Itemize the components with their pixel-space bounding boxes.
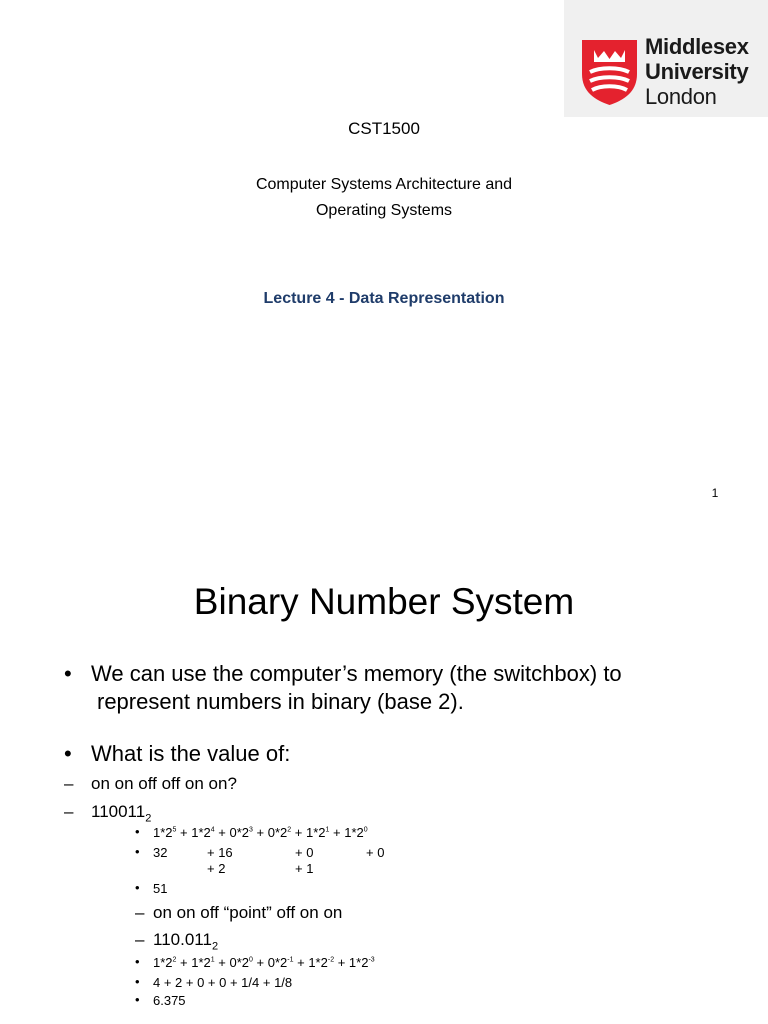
bullet-marker: •	[64, 741, 72, 766]
bullet-marker: •	[135, 824, 140, 839]
calc-term: 1*2	[153, 825, 173, 840]
course-title-line-1: Computer Systems Architecture and	[255, 176, 513, 193]
exponent: 3	[249, 826, 253, 834]
calc-2-term-1: 32	[153, 845, 168, 860]
bullet-2: What is the value of:	[91, 741, 291, 766]
course-code: CST1500	[348, 119, 420, 138]
course-title	[0, 172, 768, 224]
bullet-marker: •	[135, 844, 140, 859]
bullet-1-line-1: We can use the computer’s memory (the switchbox) to	[91, 661, 622, 686]
calc-term: + 0*2	[252, 955, 288, 970]
calc-term: + 0*2	[252, 825, 288, 840]
sub-item-3: on on off “point” off on on	[153, 903, 343, 922]
exponent: 1	[325, 826, 330, 834]
exponent: 2	[172, 956, 177, 964]
base-subscript: 2	[211, 940, 219, 953]
calc-term: + 0*2	[214, 955, 250, 970]
calc-line-3: 51	[153, 881, 168, 896]
dash-marker: –	[64, 802, 74, 821]
logo-line-3: London	[645, 84, 717, 109]
calc-term: 1*2	[153, 955, 173, 970]
binary-fraction-value: 110.011	[153, 930, 212, 949]
shield-logo-icon	[580, 34, 639, 106]
calc-term: + 1*2	[176, 955, 211, 970]
bullet-marker: •	[64, 661, 72, 686]
calc-2-term-6: + 1	[295, 861, 314, 876]
base-subscript: 2	[145, 812, 152, 825]
calc-term: + 1*2	[329, 825, 364, 840]
exponent: 0	[363, 826, 368, 834]
calc-2-term-4: + 0	[366, 845, 385, 860]
content-slide	[0, 520, 768, 1024]
calc-term: + 0*2	[214, 825, 250, 840]
calc-2-term-5: + 2	[207, 861, 226, 876]
exponent: 0	[249, 956, 253, 964]
course-title-line-2: Operating Systems	[315, 202, 453, 219]
calc-2-term-3: + 0	[295, 845, 314, 860]
calc-term: + 1*2	[291, 825, 326, 840]
exponent: 1	[210, 956, 215, 964]
calc-line-1	[153, 825, 368, 841]
exponent: 5	[172, 826, 177, 834]
exponent: 4	[210, 826, 215, 834]
sub-item-4	[153, 929, 218, 951]
exponent: -2	[327, 956, 335, 964]
dash-marker: –	[64, 774, 74, 793]
logo-line-2: University	[645, 59, 749, 84]
logo-wordmark	[645, 34, 749, 109]
bullet-marker: •	[135, 880, 140, 895]
bullet-1-line-2: represent numbers in binary (base 2).	[97, 689, 464, 714]
exponent: -1	[287, 956, 294, 964]
dash-marker: –	[135, 903, 145, 922]
lecture-title: Lecture 4 - Data Representation	[263, 290, 505, 307]
slide-title: Binary Number System	[193, 581, 575, 622]
calc-line-5: 4 + 2 + 0 + 0 + 1/4 + 1/8	[153, 975, 293, 990]
bullet-marker: •	[135, 954, 140, 969]
bullet-marker: •	[135, 974, 140, 989]
logo-line-1: Middlesex	[645, 34, 749, 59]
calc-2-term-2: + 16	[207, 845, 233, 860]
calc-term: + 1*2	[334, 955, 369, 970]
university-logo	[564, 0, 768, 117]
bullet-marker: •	[135, 992, 140, 1007]
sub-item-2	[91, 801, 151, 823]
calc-line-6: 6.375	[153, 993, 186, 1008]
calc-line-4	[153, 955, 375, 971]
calc-term: + 1*2	[176, 825, 211, 840]
binary-value: 110011	[91, 802, 146, 821]
calc-term: + 1*2	[293, 955, 328, 970]
exponent: 2	[287, 826, 292, 834]
sub-item-1: on on off off on on?	[91, 774, 237, 793]
dash-marker: –	[135, 930, 145, 949]
exponent: -3	[368, 956, 375, 964]
page-number: 1	[711, 486, 719, 500]
